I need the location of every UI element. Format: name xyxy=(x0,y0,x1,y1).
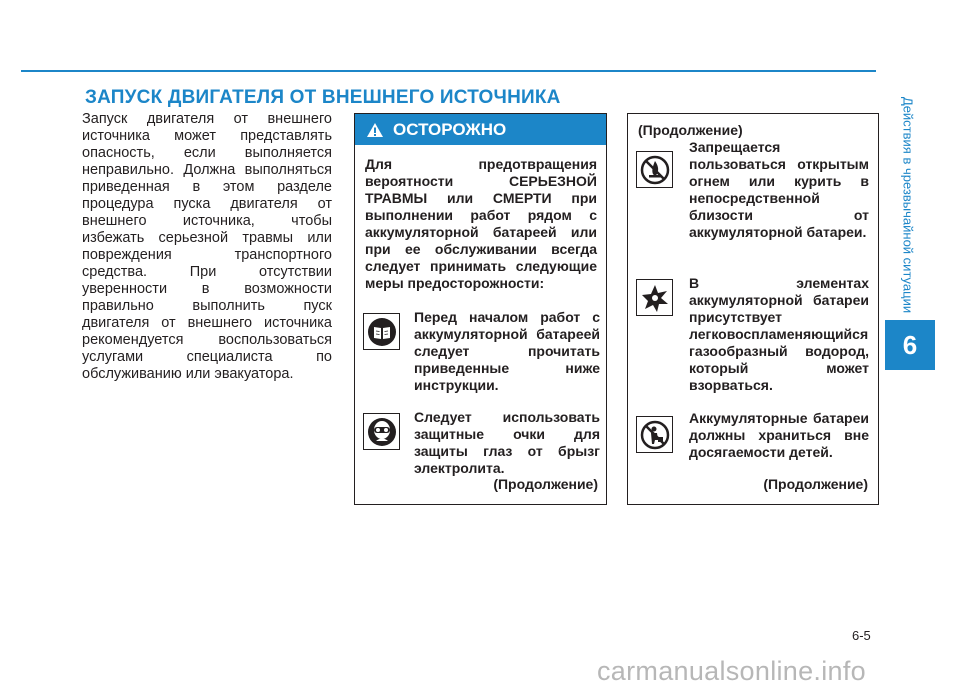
warning-item-goggles: Следует использовать защитные очки для защиты глаз от брызг электролита. xyxy=(414,409,600,476)
read-manual-icon xyxy=(363,313,400,350)
page-number: 6-5 xyxy=(852,628,871,643)
warning-lead-text: Для предотвращения вероятности СЕРЬЕЗНОЙ ТРАВМЫ или СМЕРТИ при выполнении работ рядом с аккумуляторной батареей или при ее обслуживании всегда следует принимать следующие меры предосторожности: xyxy=(365,156,597,291)
warning-header xyxy=(355,114,606,145)
explosion-hazard-icon xyxy=(636,279,673,316)
warning-box xyxy=(354,113,607,505)
intro-paragraph: Запуск двигателя от внешнего источника может представлять опасность, если выполняется неправильно. Должна выполняться приведенная в этом разделе процедура пуска двигателя от внешнего источника, чтобы избежать серьезной травмы или повреждения транспортного средства. При отсутствии уверенности в возможности правильно выполнить пуск двигателя от внешнего источника рекомендуется воспользоваться услугами специалиста по обслуживанию или эвакуатора. xyxy=(82,111,332,382)
continuation-item-explosion: В элементах аккумуляторной батареи присутствует легковоспламеняющийся газообразный водород, который может взорваться. xyxy=(689,275,869,393)
keep-away-from-children-icon xyxy=(636,416,673,453)
continuation-box xyxy=(627,113,879,505)
continuation-item-no-flame: Запрещается пользоваться открытым огнем или курить в непосредственной близости от аккумуляторной батареи. xyxy=(689,139,869,240)
section-title: ЗАПУСК ДВИГАТЕЛЯ ОТ ВНЕШНЕГО ИСТОЧНИКА xyxy=(85,87,561,108)
continuation-continued-label: (Продолжение) xyxy=(763,476,868,492)
chapter-title-text: Действия в чрезвычайной ситуации xyxy=(900,96,916,314)
continuation-item-children: Аккумуляторные батареи должны храниться вне досягаемости детей. xyxy=(689,410,869,460)
warning-item-read-manual: Перед началом работ с аккумуляторной батареей следует прочитать приведенные ниже инструкции. xyxy=(414,309,600,393)
header-rule xyxy=(21,70,876,72)
watermark: carmanualsonline.info xyxy=(597,656,866,686)
no-open-flame-icon xyxy=(636,151,673,188)
chapter-side-title xyxy=(888,85,928,325)
warning-triangle-icon xyxy=(366,122,384,138)
chapter-number-tab: 6 xyxy=(885,320,935,370)
warning-continued-label: (Продолжение) xyxy=(493,476,598,492)
continuation-header: (Продолжение) xyxy=(638,122,743,138)
safety-goggles-icon xyxy=(363,413,400,450)
warning-header-label: ОСТОРОЖНО xyxy=(393,119,507,139)
